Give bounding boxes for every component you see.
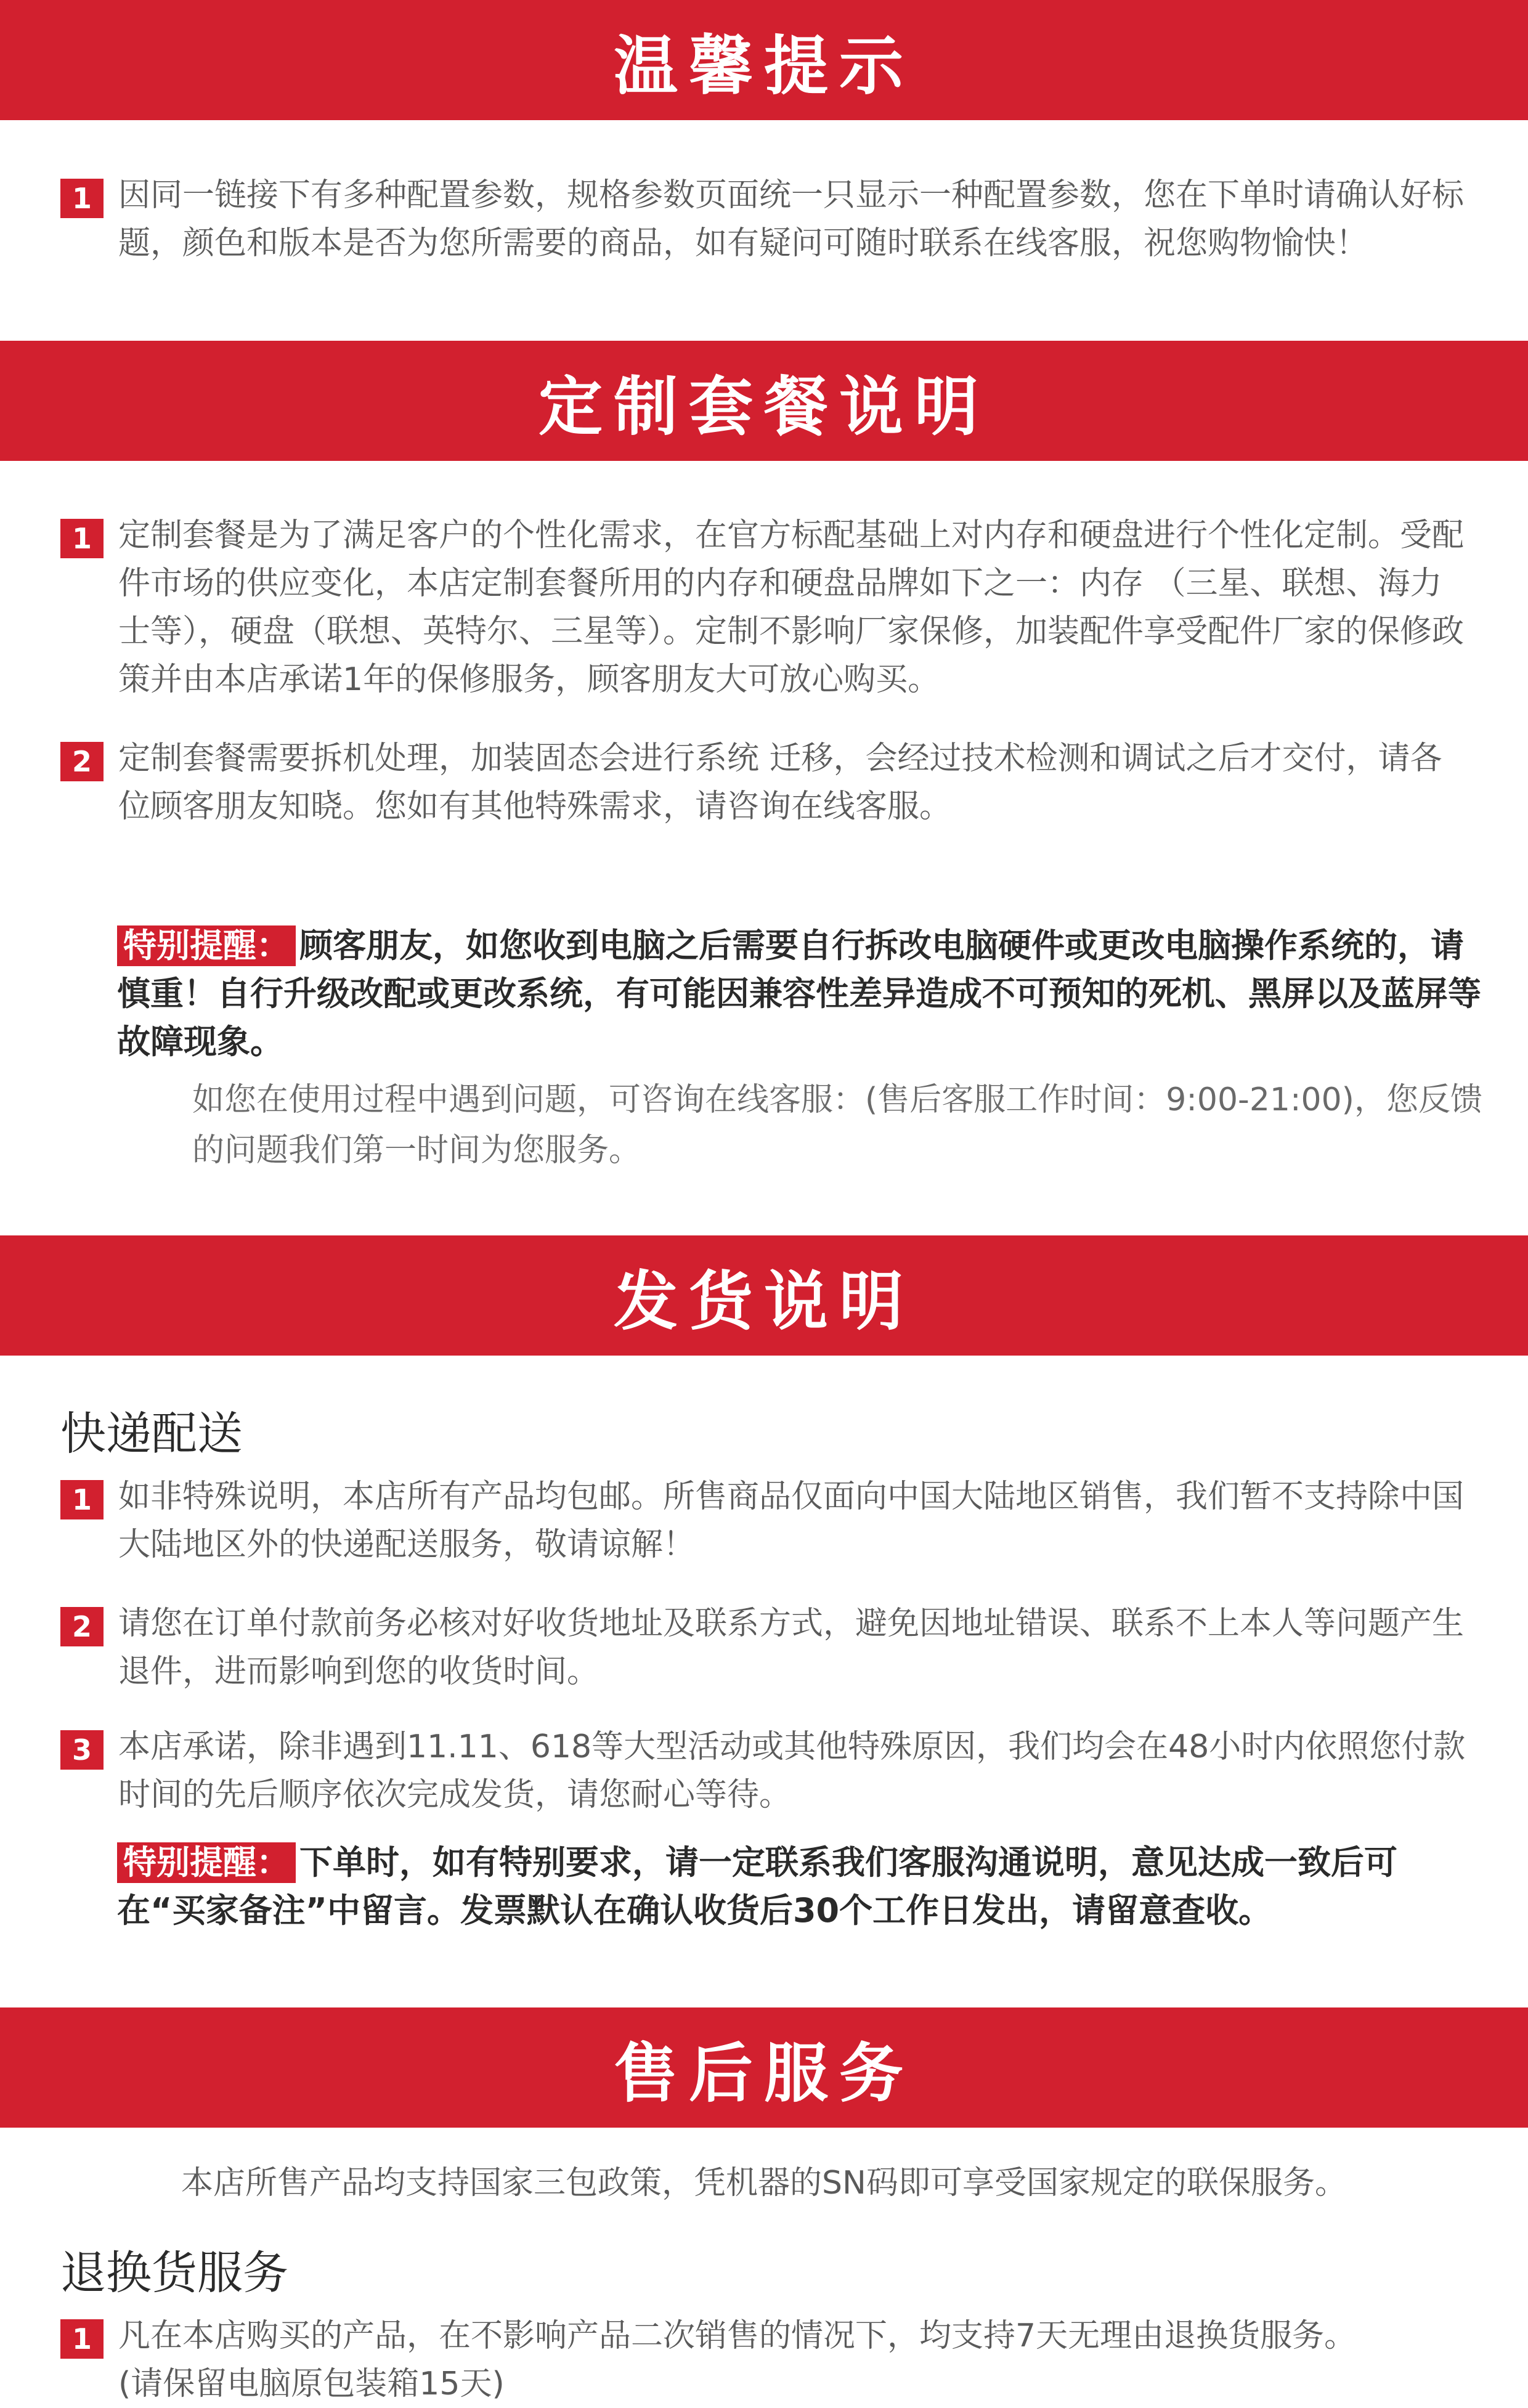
item-text-line: 凡在本店购买的产品，在不影响产品二次销售的情况下，均支持7天无理由退换货服务。 [118, 2317, 1357, 2354]
special-reminder [117, 1839, 1485, 1935]
service-hours-note: 如您在使用过程中遇到问题，可咨询在线客服：(售后客服工作时间：9:00-21:00)，您反馈的问题我们第一时间为您服务。 [192, 1081, 1482, 1169]
item-text: 请您在订单付款前务必核对好收货地址及联系方式，避免因地址错误、联系不上本人等问题产生退件，进而影响到您的收货时间。 [118, 1605, 1465, 1690]
reminder-tag: 特别提醒： [117, 1842, 296, 1883]
list-item [60, 511, 1471, 704]
item-text-partial: (请保留电脑原包装箱15天) [118, 2365, 505, 2402]
number-badge: 1 [60, 519, 104, 558]
number-badge: 2 [60, 1607, 104, 1646]
list-item [60, 734, 1471, 831]
number-badge: 2 [60, 742, 104, 781]
number-badge: 1 [60, 1480, 104, 1519]
number-badge: 1 [60, 179, 104, 218]
item-text: 定制套餐是为了满足客户的个性化需求，在官方标配基础上对内存和硬盘进行个性化定制。受配件市场的供应变化，本店定制套餐所用的内存和硬盘品牌如下之一：内存 （三星、联想、海力士等），硬盘（联想、英特尔、三星等）。定制不影响厂家保修，加装配件享受配件厂家的保修政策并由本店承诺1年的保修服务，顾客朋友大可放心购买。 [118, 517, 1465, 698]
list-item [60, 1723, 1471, 1819]
number-badge: 1 [60, 2319, 104, 2359]
section-banner-custom [0, 341, 1528, 461]
section-title: 售后服务 [613, 2035, 914, 2111]
section-title: 发货说明 [613, 1263, 914, 1339]
item-text: 定制套餐需要拆机处理，加装固态会进行系统 迁移，会经过技术检测和调试之后才交付，请各位顾客朋友知晓。您如有其他特殊需求，请咨询在线客服。 [118, 740, 1442, 825]
item-text: 本店承诺，除非遇到11.11、618等大型活动或其他特殊原因，我们均会在48小时内依照您付款时间的先后顺序依次完成发货，请您耐心等待。 [118, 1728, 1466, 1813]
reminder-tag: 特别提醒： [117, 925, 296, 966]
section-banner-tips [0, 0, 1528, 120]
reminder-text: 下单时，如有特别要求，请一定联系我们客服沟通说明，意见达成一致后可在“买家备注”中留言。发票默认在确认收货后30个工作日发出，请留意查收。 [117, 1843, 1397, 1930]
list-item [60, 2312, 1471, 2408]
list-item [60, 1473, 1471, 1569]
reminder-text: 顾客朋友，如您收到电脑之后需要自行拆改电脑硬件或更改电脑操作系统的，请慎重！自行升级改配或更改系统，有可能因兼容性差异造成不可预知的死机、黑屏以及蓝屏等故障现象。 [117, 926, 1481, 1061]
subheading-returns: 退换货服务 [60, 2247, 288, 2300]
list-item [60, 1600, 1471, 1696]
item-text: 因同一链接下有多种配置参数，规格参数页面统一只显示一种配置参数，您在下单时请确认好标题，颜色和版本是否为您所需要的商品，如有疑问可随时联系在线客服，祝您购物愉快！ [118, 177, 1465, 262]
subheading-express: 快递配送 [60, 1407, 243, 1460]
section-title: 温馨提示 [613, 28, 914, 104]
number-badge: 3 [60, 1730, 104, 1770]
warranty-intro: 本店所售产品均支持国家三包政策，凭机器的SN码即可享受国家规定的联保服务。 [181, 2165, 1347, 2202]
section-banner-after-sales [0, 2007, 1528, 2128]
section-title: 定制套餐说明 [538, 368, 990, 444]
special-reminder [117, 922, 1485, 1066]
section-banner-shipping [0, 1235, 1528, 1356]
list-item [60, 171, 1471, 267]
item-text [118, 2312, 1471, 2408]
item-text: 如非特殊说明，本店所有产品均包邮。所售商品仅面向中国大陆地区销售，我们暂不支持除中国大陆地区外的快递配送服务，敬请谅解！ [118, 1478, 1465, 1563]
